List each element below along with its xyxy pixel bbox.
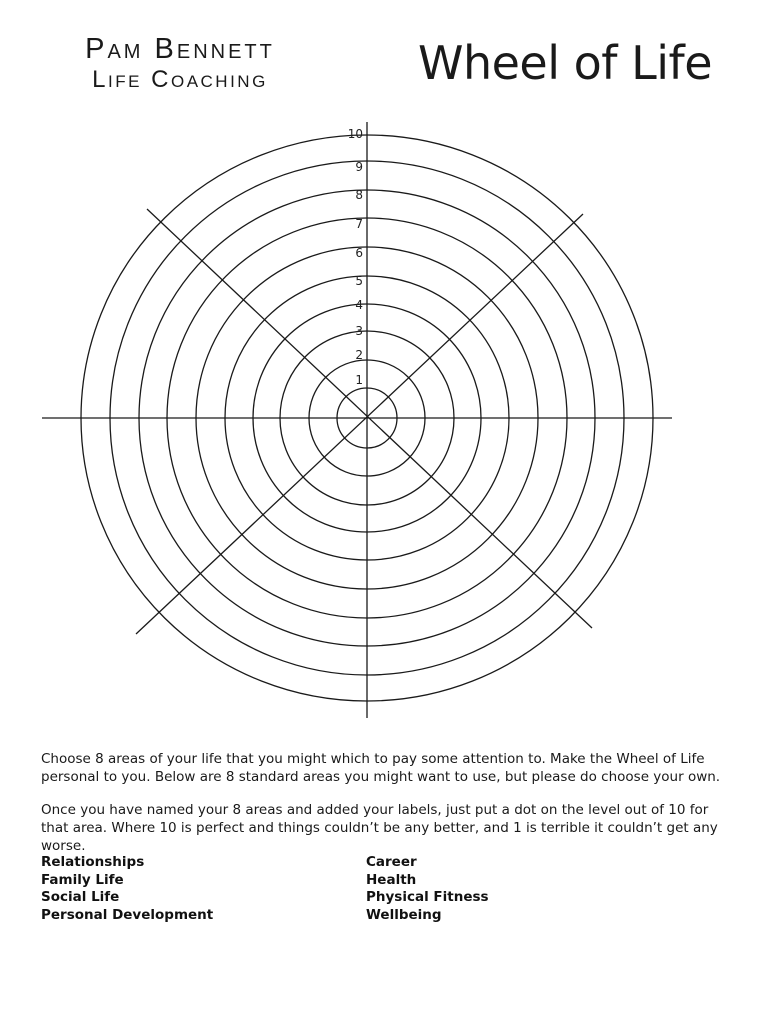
wheel-level-label-5: 5: [355, 274, 363, 288]
wheel-level-label-2: 2: [355, 348, 363, 362]
page-title: Wheel of Life: [417, 36, 712, 90]
wheel-level-label-8: 8: [355, 188, 363, 202]
life-area-item: Social Life: [41, 889, 120, 905]
life-area-item: Physical Fitness: [366, 889, 489, 905]
wheel-level-label-1: 1: [355, 373, 363, 387]
life-area-item: Wellbeing: [366, 906, 442, 923]
wheel-level-label-3: 3: [355, 324, 363, 338]
instructions-paragraph-1: Choose 8 areas of your life that you might which to pay some attention to. Make the Wheel of Life personal to you. Below are 8 standard areas you might want to use, but please do choose your own.: [41, 751, 721, 785]
life-area-item: Family Life: [41, 871, 124, 888]
life-areas-left-column: [41, 854, 213, 924]
brand-name: Pam Bennett: [85, 33, 275, 65]
wheel-level-label-10: 10: [347, 127, 363, 141]
instructions-paragraph-2: Once you have named your 8 areas and added your labels, just put a dot on the level out of 10 for that area. Where 10 is perfect and things couldn’t be any better, and 1 is terrible it couldn’t get any worse.: [41, 802, 718, 854]
wheel-level-label-7: 7: [355, 217, 363, 231]
life-area-item: Personal Development: [41, 906, 214, 923]
life-areas-right-column: [366, 854, 489, 924]
life-area-item: Relationships: [41, 854, 145, 870]
wheel-level-label-9: 9: [355, 160, 363, 174]
wheel-level-label-6: 6: [355, 246, 363, 260]
life-area-item: Health: [366, 871, 417, 888]
brand-subtitle: Life Coaching: [92, 66, 268, 93]
wheel-level-label-4: 4: [355, 298, 363, 312]
life-area-item: Career: [366, 854, 417, 870]
